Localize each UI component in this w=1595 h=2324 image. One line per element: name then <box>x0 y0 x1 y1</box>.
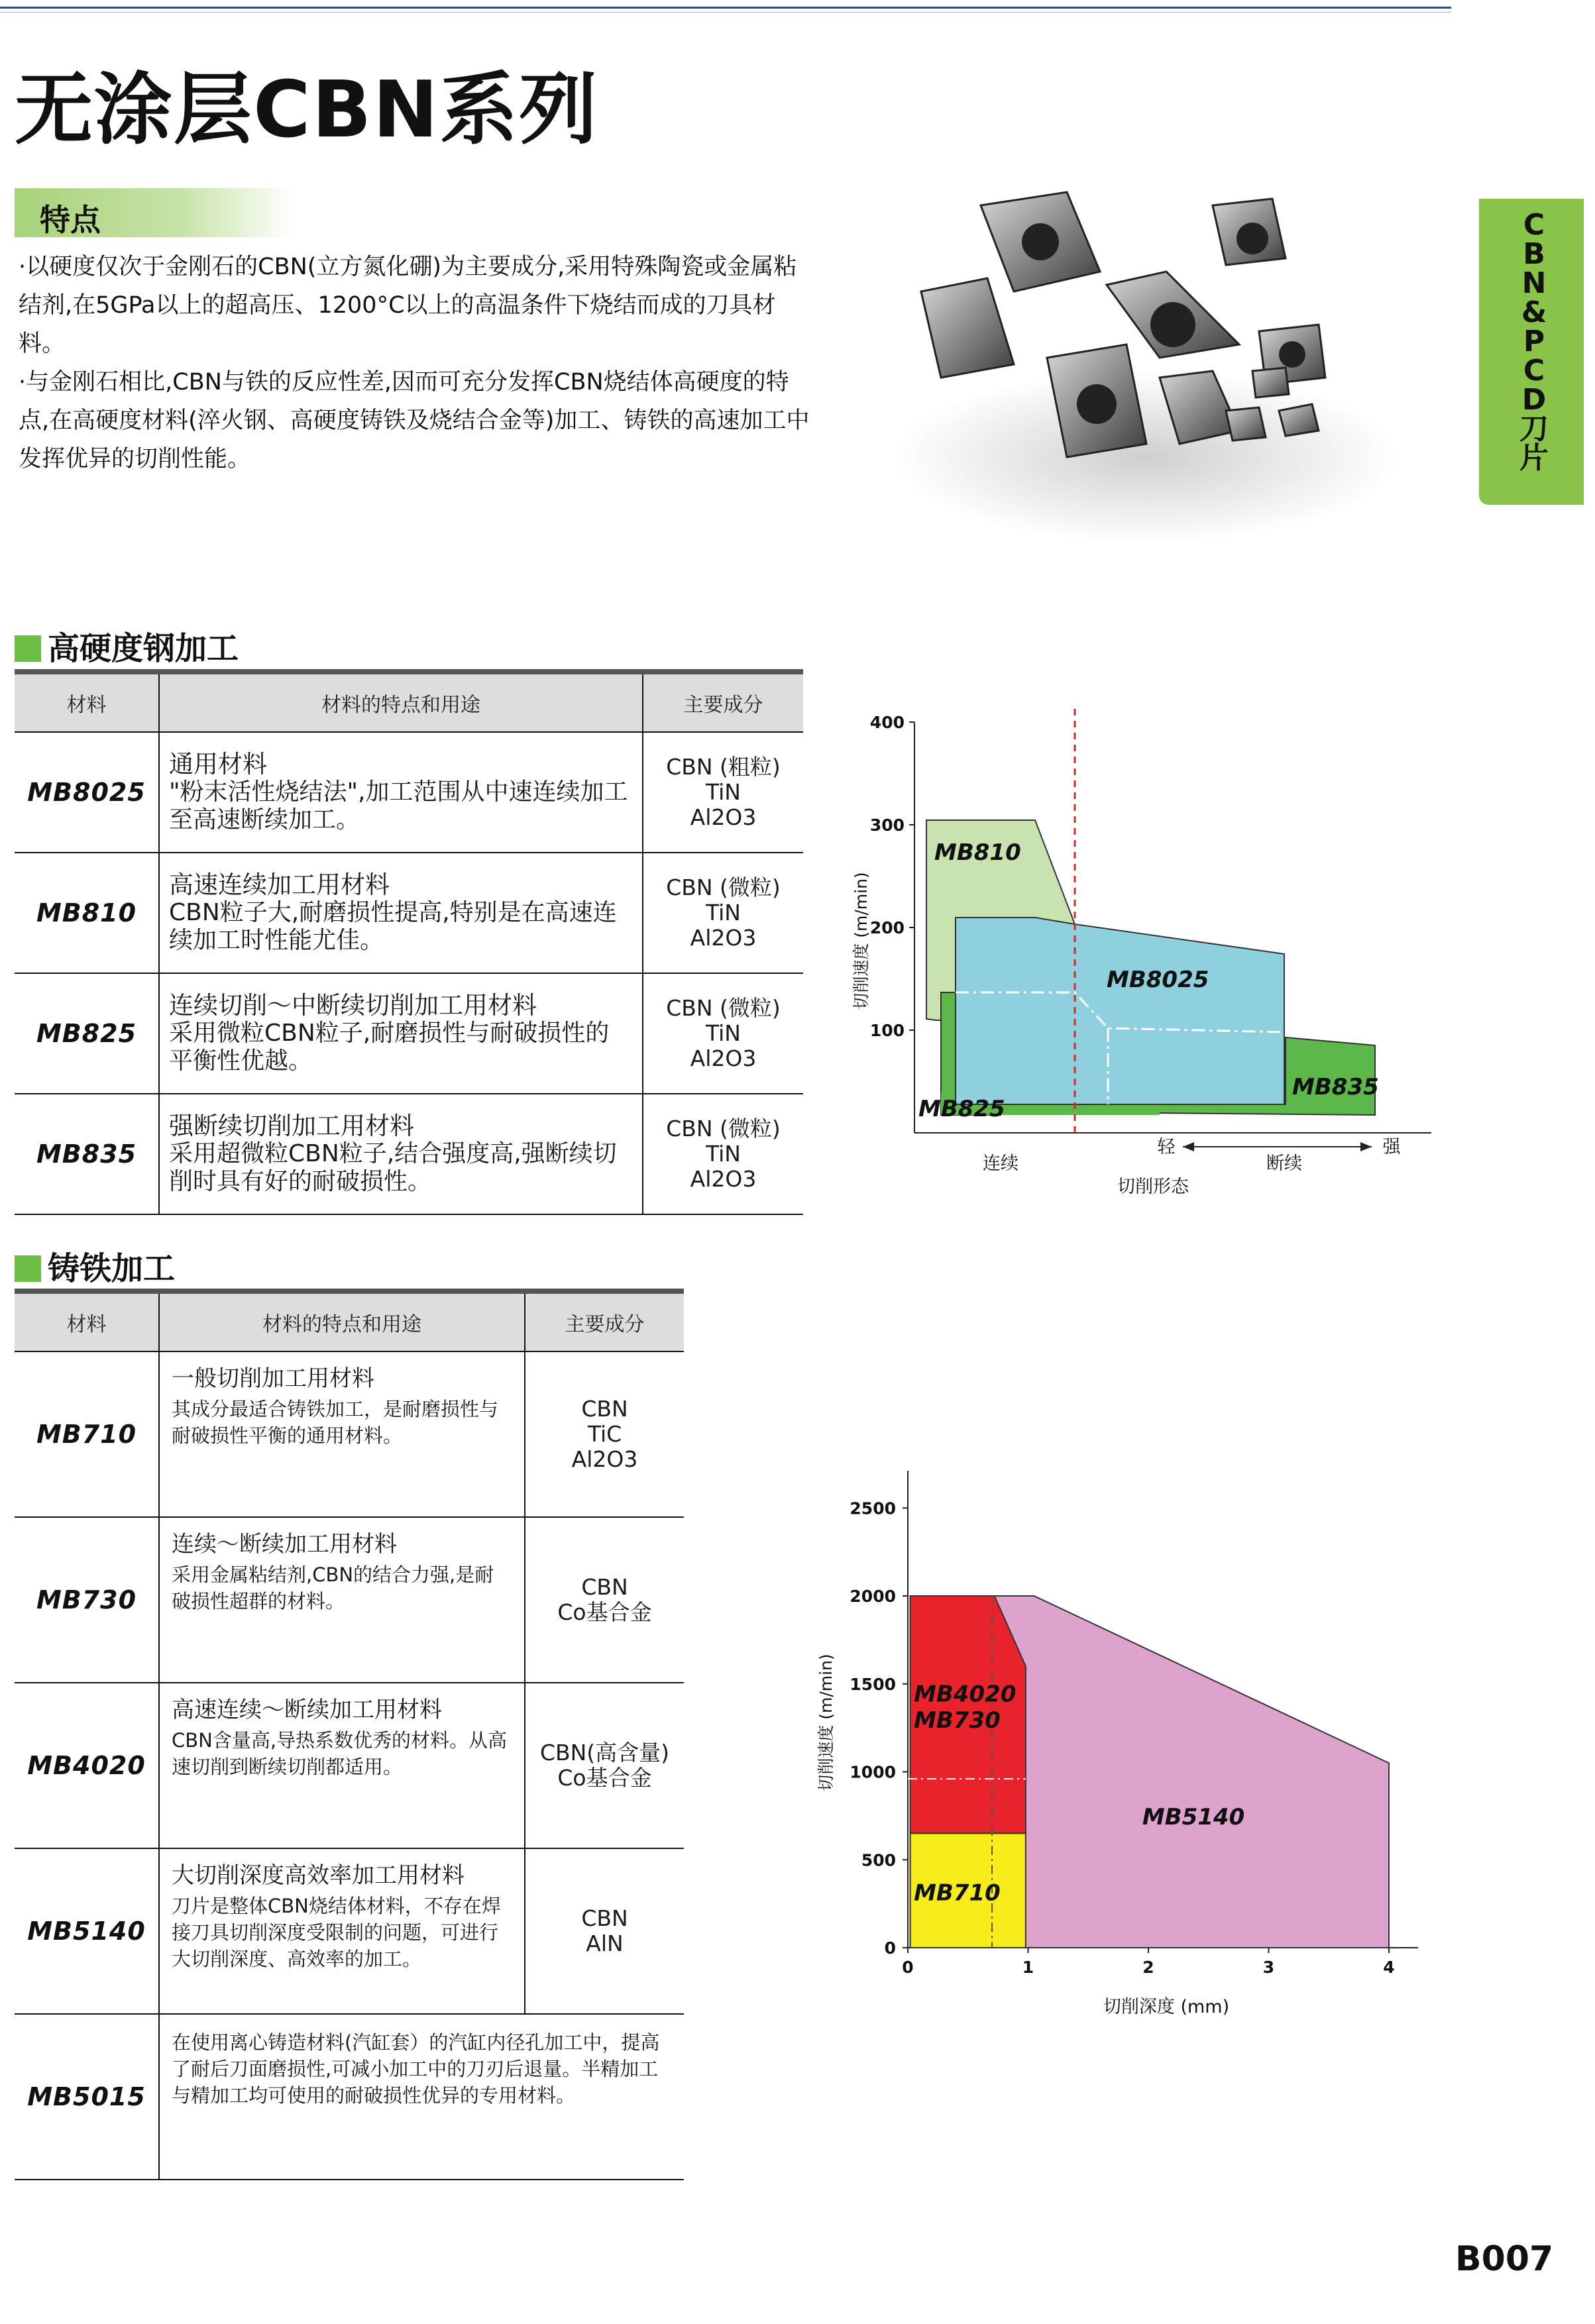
composition <box>525 1683 684 1848</box>
composition <box>643 732 803 853</box>
cast-iron-heading-text: 铸铁加工 <box>48 1250 176 1287</box>
table-top-rule <box>15 669 803 674</box>
composition <box>525 1517 684 1683</box>
x-category-continuous: 连续 <box>983 1153 1018 1174</box>
comp-line: TiN <box>706 779 741 805</box>
feature-desc: 刀片是整体CBN烧结体材料，不存在焊接刀具切削深度受限制的问题，可进行大切削深度、高效率的加工。 <box>172 1895 501 1970</box>
comp-line: CBN (微粒) <box>666 995 781 1021</box>
label-MB4020: MB4020 <box>914 1681 1017 1708</box>
table-row <box>15 853 803 973</box>
comp-line: Al2O3 <box>690 925 757 951</box>
comp-line: CBN <box>581 1905 628 1931</box>
feature-title: 高速连续～断续加工用材料 <box>172 1697 442 1723</box>
material-code: MB730 <box>15 1517 159 1683</box>
comp-line: TiN <box>706 900 741 925</box>
feature-title: 一般切削加工用材料 <box>172 1365 374 1392</box>
page-code: B007 <box>1455 2239 1554 2279</box>
cast-iron-table <box>15 1294 684 2180</box>
table-row <box>15 1094 803 1214</box>
composition <box>643 1094 803 1214</box>
material-features <box>159 732 643 853</box>
y-axis-label: 切削速度 (m/min) <box>816 1654 836 1791</box>
material-code: MB5015 <box>15 2014 159 2180</box>
y-tick-label: 200 <box>869 918 905 937</box>
features-text <box>19 248 814 478</box>
cast-iron-heading <box>15 1243 175 1289</box>
comp-line: AlN <box>586 1930 624 1956</box>
comp-line: CBN (粗粒) <box>666 754 781 780</box>
feature-desc: 采用微粒CBN粒子,耐磨损性与耐破损性的平衡性优越。 <box>169 1020 610 1075</box>
y-tick-label: 0 <box>884 1938 896 1958</box>
region-MB8025 <box>956 918 1284 1104</box>
col-header-composition: 主要成分 <box>525 1294 684 1351</box>
label-MB835: MB835 <box>1292 1074 1379 1100</box>
hardened-steel-table <box>15 674 803 1215</box>
section-marker-icon <box>15 1255 41 1282</box>
material-features <box>159 1351 525 1517</box>
x-tick-label: 4 <box>1383 1958 1395 1977</box>
scale-label-light: 轻 <box>1157 1137 1176 1157</box>
table-header-row <box>15 674 803 732</box>
x-axis-label: 切削深度 (mm) <box>1103 1997 1230 2017</box>
material-features <box>159 1848 525 2014</box>
x-tick-label: 0 <box>902 1958 914 1977</box>
col-header-material: 材料 <box>15 1294 159 1351</box>
comp-line: CBN <box>581 1396 628 1422</box>
comp-line: Al2O3 <box>571 1446 638 1472</box>
table-row <box>15 1848 684 2014</box>
label-MB810: MB810 <box>934 839 1021 866</box>
arrow-left-icon <box>1183 1142 1194 1151</box>
hardened-steel-speed-chart <box>828 702 1458 1219</box>
col-header-composition: 主要成分 <box>643 674 803 732</box>
comp-line: CBN (微粒) <box>666 874 781 900</box>
cbn-inserts-photo <box>881 179 1411 550</box>
comp-line: Al2O3 <box>690 1166 757 1192</box>
feature-desc: 采用超微粒CBN粒子,结合强度高,强断续切削时具有好的耐破损性。 <box>169 1140 617 1195</box>
feature-bullet-2: ·与金刚石相比,CBN与铁的反应性差,因而可充分发挥CBN烧结体高硬度的特点,在高硬度材料(淬火钢、高硬度铸铁及烧结合金等)加工、铸铁的高速加工中发挥优异的切削性能。 <box>19 369 810 472</box>
composition <box>643 973 803 1094</box>
cast-iron-speed-chart <box>802 1457 1458 2017</box>
comp-line: Co基合金 <box>557 1599 652 1625</box>
material-features <box>159 973 643 1094</box>
table-row <box>15 732 803 853</box>
hardened-steel-heading-text: 高硬度钢加工 <box>48 630 239 667</box>
material-features <box>159 1517 525 1683</box>
composition <box>643 853 803 973</box>
feature-title: 连续切削～中断续切削加工用材料 <box>169 991 537 1020</box>
col-header-features: 材料的特点和用途 <box>159 1294 525 1351</box>
label-MB5140: MB5140 <box>1142 1804 1245 1831</box>
section-marker-icon <box>15 635 41 662</box>
comp-line: CBN <box>581 1574 628 1600</box>
label-MB730: MB730 <box>914 1707 1001 1734</box>
composition <box>525 1848 684 2014</box>
material-code: MB8025 <box>15 732 159 853</box>
table-row <box>15 1683 684 1848</box>
table-header-row <box>15 1294 684 1351</box>
features-heading-bar <box>15 188 293 237</box>
comp-line: Co基合金 <box>557 1765 652 1791</box>
top-rule <box>0 7 1451 9</box>
table-row <box>15 1517 684 1683</box>
comp-line: CBN (微粒) <box>666 1116 781 1141</box>
hardened-steel-heading <box>15 623 239 668</box>
y-tick-label: 2000 <box>850 1587 896 1606</box>
y-tick-label: 1000 <box>850 1762 896 1782</box>
label-MB825: MB825 <box>918 1096 1005 1122</box>
x-tick-label: 1 <box>1022 1958 1034 1977</box>
table-top-rule <box>15 1289 684 1294</box>
top-rule-thin <box>0 12 1451 13</box>
material-code: MB710 <box>15 1351 159 1517</box>
side-category-tab-label: CBN&PCD刀片 <box>1519 208 1549 475</box>
y-tick-label: 500 <box>861 1850 896 1870</box>
comp-line: Al2O3 <box>690 1045 757 1071</box>
feature-desc: "粉末活性烧结法",加工范围从中速连续加工至高速断续加工。 <box>169 778 628 833</box>
y-axis-label: 切削速度 (m/min) <box>852 872 871 1010</box>
material-features <box>159 853 643 973</box>
feature-title: 大切削深度高效率加工用材料 <box>172 1862 465 1889</box>
comp-line: TiN <box>706 1020 741 1046</box>
feature-desc: 在使用离心铸造材料(汽缸套）的汽缸内径孔加工中，提高了耐后刀面磨损性,可减小加工中的刀刃后退量。半精加工与精加工均可使用的耐破损性优异的专用材料。 <box>172 2031 660 2107</box>
comp-line: CBN(高含量) <box>539 1740 670 1766</box>
table-row <box>15 973 803 1094</box>
col-header-material: 材料 <box>15 674 159 732</box>
comp-line: TiN <box>706 1141 741 1167</box>
material-code: MB810 <box>15 853 159 973</box>
col-header-features: 材料的特点和用途 <box>159 674 643 732</box>
feature-title: 强断续切削加工用材料 <box>169 1112 414 1140</box>
feature-desc: CBN粒子大,耐磨损性提高,特别是在高速连续加工时性能尤佳。 <box>169 899 617 954</box>
comp-line: Al2O3 <box>690 804 757 830</box>
x-category-interrupted: 断续 <box>1266 1153 1302 1174</box>
composition <box>525 1351 684 1517</box>
material-features <box>159 1683 525 1848</box>
label-MB710: MB710 <box>914 1879 1001 1907</box>
feature-desc: 其成分最适合铸铁加工，是耐磨损性与耐破损性平衡的通用材料。 <box>172 1398 499 1447</box>
scale-label-strong: 强 <box>1382 1137 1401 1157</box>
y-tick-label: 300 <box>869 816 905 835</box>
feature-title: 高速连续加工用材料 <box>169 871 390 899</box>
material-features <box>159 1094 643 1214</box>
y-tick-label: 2500 <box>850 1499 896 1518</box>
material-code: MB5140 <box>15 1848 159 2014</box>
material-features <box>159 2014 684 2180</box>
material-code: MB825 <box>15 973 159 1094</box>
arrow-right-icon <box>1360 1142 1372 1151</box>
feature-desc: 采用金属粘结剂,CBN的结合力强,是耐破损性超群的材料。 <box>172 1563 494 1612</box>
feature-title: 连续～断续加工用材料 <box>172 1531 397 1558</box>
table-row <box>15 1351 684 1517</box>
material-code: MB835 <box>15 1094 159 1214</box>
features-heading: 特点 <box>40 202 101 238</box>
feature-title: 通用材料 <box>169 750 267 778</box>
label-MB8025: MB8025 <box>1107 967 1209 993</box>
comp-line: TiC <box>587 1421 622 1447</box>
y-tick-label: 400 <box>869 713 905 732</box>
y-tick-label: 100 <box>869 1021 905 1040</box>
y-tick-label: 1500 <box>850 1674 896 1694</box>
table-row <box>15 2014 684 2180</box>
page-title: 无涂层CBN系列 <box>15 64 599 155</box>
x-tick-label: 3 <box>1262 1958 1275 1977</box>
material-code: MB4020 <box>15 1683 159 1848</box>
x-tick-label: 2 <box>1142 1958 1154 1977</box>
feature-bullet-1: ·以硬度仅次于金刚石的CBN(立方氮化硼)为主要成分,采用特殊陶瓷或金属粘结剂,在5GPa以上的超高压、1200°C以上的高温条件下烧结而成的刀具材料。 <box>19 254 797 357</box>
feature-desc: CBN含量高,导热系数优秀的材料。从高速切削到断续切削都适用。 <box>172 1729 508 1778</box>
x-axis-label: 切削形态 <box>1117 1177 1189 1197</box>
